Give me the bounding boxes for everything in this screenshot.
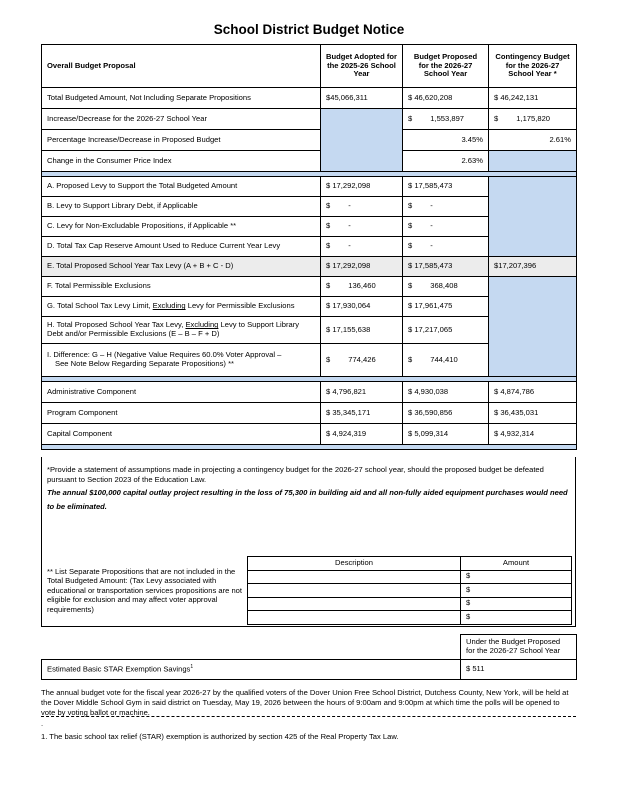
total-budget-contingency: $ 46,242,131 [489, 88, 577, 109]
star-footnote: 1. The basic school tax relief (STAR) exemption is authorized by section 425 of the Real Property Tax Law. [41, 732, 399, 741]
proposition-description[interactable] [248, 611, 461, 625]
percentage-label: Percentage Increase/Decrease in Proposed Budget [42, 130, 321, 151]
proposition-description[interactable] [248, 570, 461, 584]
levy-e-proposed: $ 17,585,473 [403, 257, 489, 277]
star-column-header: Under the Budget Proposed for the 2026-27 School Year [461, 635, 577, 660]
cpi-proposed: 2.63% [403, 151, 489, 172]
increase-contingency: $ 1,175,820 [489, 109, 577, 130]
proposition-amount[interactable]: $ [461, 611, 572, 625]
contingency-assumptions-note: *Provide a statement of assumptions made in projecting a contingency budget for the 2026-27 school year, should the proposed budget be defeated pursuant to Section 2023 of the Education Law. [47, 465, 544, 485]
levy-i-adopted: $ 774,426 [321, 344, 403, 377]
capital-adopted: $ 4,924,319 [321, 424, 403, 445]
star-exemption-table [41, 634, 577, 680]
total-budget-label: Total Budgeted Amount, Not Including Separate Propositions [42, 88, 321, 109]
star-savings-value: $ 511 [461, 660, 577, 680]
program-component-label: Program Component [42, 403, 321, 424]
levy-d-label: D. Total Tax Cap Reserve Amount Used to Reduce Current Year Levy [42, 237, 321, 257]
contingency-shaded-cell-lower [489, 277, 577, 377]
separate-propositions-table [247, 556, 572, 625]
levy-e-label: E. Total Proposed School Year Tax Levy (A + B + C - D) [42, 257, 321, 277]
percentage-proposed: 3.45% [403, 130, 489, 151]
levy-i-label: I. Difference: G – H (Negative Value Requires 60.0% Voter Approval – See Note Below Regarding Separate Propositions) ** [42, 344, 321, 377]
levy-h-label: H. Total Proposed School Year Tax Levy, Excluding Levy to Support Library Debt and/or Permissible Exclusions (E – B – F + D) [42, 317, 321, 344]
cpi-label: Change in the Consumer Price Index [42, 151, 321, 172]
vote-notice: The annual budget vote for the fiscal year 2026-27 by the qualified voters of the Dover Union Free School District, Dutchess County, New York, will be held at the Dover Middle School Gym in said district on Tuesday, May 19, 2026 between the hours of 9:00am and 9:00pm at which time the polls will be opened to vote by voting ballot or machine. [41, 688, 569, 717]
proposition-row [248, 584, 572, 598]
levy-i-proposed: $ 744,410 [403, 344, 489, 377]
program-adopted: $ 35,345,171 [321, 403, 403, 424]
total-budget-proposed: $ 46,620,208 [403, 88, 489, 109]
star-header-row [42, 635, 577, 660]
levy-d-adopted: $ - [321, 237, 403, 257]
levy-f-proposed: $ 368,408 [403, 277, 489, 297]
total-budget-adopted: $45,066,311 [321, 88, 403, 109]
star-savings-label: Estimated Basic STAR Exemption Savings$^1$ [42, 660, 461, 680]
levy-c-adopted: $ - [321, 217, 403, 237]
admin-proposed: $ 4,930,038 [403, 382, 489, 403]
levy-g-proposed: $ 17,961,475 [403, 297, 489, 317]
adopted-shaded-cell [321, 109, 403, 172]
proposition-amount[interactable]: $ [461, 570, 572, 584]
proposition-row [248, 597, 572, 611]
capital-component-label: Capital Component [42, 424, 321, 445]
program-component-row [42, 403, 577, 424]
proposition-description[interactable] [248, 584, 461, 598]
levy-d-proposed: $ - [403, 237, 489, 257]
admin-contingency: $ 4,874,786 [489, 382, 577, 403]
budget-table [41, 44, 577, 450]
levy-b-label: B. Levy to Support Library Debt, if Applicable [42, 197, 321, 217]
levy-h-proposed: $ 17,217,065 [403, 317, 489, 344]
contingency-shaded-cell [489, 177, 577, 257]
capital-proposed: $ 5,099,314 [403, 424, 489, 445]
total-budget-row [42, 88, 577, 109]
increase-label: Increase/Decrease for the 2026-27 School Year [42, 109, 321, 130]
proposition-amount[interactable]: $ [461, 584, 572, 598]
cpi-contingency-shaded [489, 151, 577, 172]
percentage-row [42, 130, 577, 151]
admin-component-row [42, 382, 577, 403]
levy-e-row [42, 257, 577, 277]
overall-budget-proposal-heading: Overall Budget Proposal [42, 45, 321, 88]
admin-component-label: Administrative Component [42, 382, 321, 403]
star-savings-row [42, 660, 577, 680]
levy-g-adopted: $ 17,930,064 [321, 297, 403, 317]
increase-row [42, 109, 577, 130]
levy-a-proposed: $ 17,585,473 [403, 177, 489, 197]
page-title: School District Budget Notice [213, 22, 405, 37]
separate-propositions-note: ** List Separate Propositions that are not included in the Total Budgeted Amount: (Tax Levy associated with educational or transportation services propositions are not eligible for exclusion and may affect voter approval requirements) [47, 567, 243, 614]
program-contingency: $ 36,435,031 [489, 403, 577, 424]
levy-g-label: G. Total School Tax Levy Limit, Excluding Levy for Permissible Exclusions [42, 297, 321, 317]
levy-a-label: A. Proposed Levy to Support the Total Budgeted Amount [42, 177, 321, 197]
section-divider-3 [42, 445, 577, 450]
levy-e-contingency: $17,207,396 [489, 257, 577, 277]
amount-column-header: Amount [461, 557, 572, 571]
levy-c-label: C. Levy for Non-Excludable Propositions, if Applicable ** [42, 217, 321, 237]
percentage-contingency: 2.61% [489, 130, 577, 151]
proposition-row [248, 611, 572, 625]
increase-proposed: $ 1,553,897 [403, 109, 489, 130]
levy-h-adopted: $ 17,155,638 [321, 317, 403, 344]
levy-c-proposed: $ - [403, 217, 489, 237]
levy-b-adopted: $ - [321, 197, 403, 217]
admin-adopted: $ 4,796,821 [321, 382, 403, 403]
levy-a-adopted: $ 17,292,098 [321, 177, 403, 197]
footnote-dot: . [41, 719, 44, 728]
levy-f-label: F. Total Permissible Exclusions [42, 277, 321, 297]
levy-f-row [42, 277, 577, 297]
capital-outlay-note: The annual $100,000 capital outlay project resulting in the loss of 75,300 in building aid and all non-fully aided equipment purchases would need to be eliminated. [47, 488, 568, 511]
cpi-row [42, 151, 577, 172]
header-row [42, 45, 577, 88]
description-column-header: Description [248, 557, 461, 571]
levy-f-adopted: $ 136,460 [321, 277, 403, 297]
contingency-column-header: Contingency Budget for the 2026-27 School Year * [489, 45, 577, 88]
proposed-column-header: Budget Proposed for the 2026-27 School Year [403, 45, 489, 88]
levy-b-proposed: $ - [403, 197, 489, 217]
program-proposed: $ 36,590,856 [403, 403, 489, 424]
adopted-column-header: Budget Adopted for the 2025-26 School Year [321, 45, 403, 88]
footnote-divider [41, 716, 576, 717]
capital-contingency: $ 4,932,314 [489, 424, 577, 445]
proposition-description[interactable] [248, 597, 461, 611]
propositions-header-row [248, 557, 572, 571]
capital-component-row [42, 424, 577, 445]
proposition-amount[interactable]: $ [461, 597, 572, 611]
proposition-row [248, 570, 572, 584]
levy-a-row [42, 177, 577, 197]
levy-e-adopted: $ 17,292,098 [321, 257, 403, 277]
